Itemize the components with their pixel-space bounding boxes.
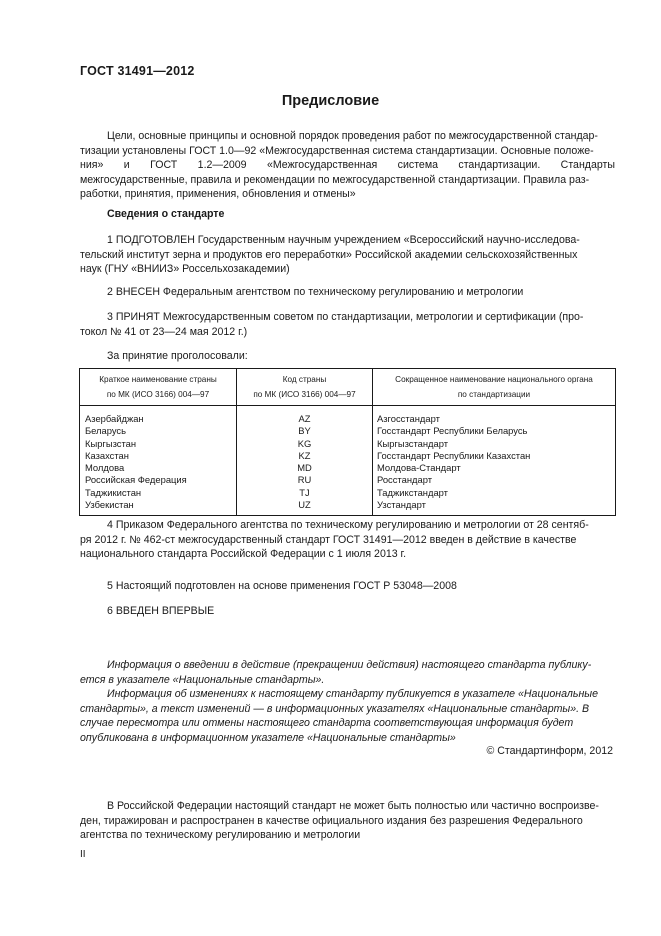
voted-label: За принятие проголосовали: bbox=[107, 350, 248, 362]
table-header-country: Краткое наименование страны по МК (ИСО 3166) 004—97 bbox=[80, 369, 237, 406]
text-line: ния» и ГОСТ 1.2—2009 «Межгосударственная система стандартизации. Стандарты bbox=[80, 159, 615, 172]
voting-table bbox=[79, 368, 615, 510]
code-cell: RU bbox=[237, 474, 373, 486]
copyright: © Стандартинформ, 2012 bbox=[486, 745, 613, 757]
body-cell: Молдова-Стандарт bbox=[373, 462, 616, 474]
code-cell: KG bbox=[237, 438, 373, 450]
page-number: II bbox=[80, 849, 86, 860]
text-line: 6 ВВЕДЕН ВПЕРВЫЕ bbox=[107, 605, 215, 617]
text-line: В Российской Федерации настоящий стандарт не может быть полностью или частично воспроизве- bbox=[107, 800, 599, 812]
table-row bbox=[80, 474, 616, 486]
text-line: случае пересмотра или отмены настоящего стандарта соответствующая информация будет bbox=[80, 717, 574, 730]
body-cell: Госстандарт Республики Беларусь bbox=[373, 425, 616, 437]
table-row bbox=[80, 487, 616, 499]
country-cell: Российская Федерация bbox=[85, 474, 187, 486]
text-line: Информация об изменениях к настоящему стандарту публикуется в указателе «Национальные bbox=[107, 688, 598, 701]
about-item-3 bbox=[80, 310, 615, 339]
code-cell: TJ bbox=[237, 487, 373, 499]
text-line: 3 ПРИНЯТ Межгосударственным советом по стандартизации, метрологии и сертификации (про- bbox=[107, 311, 584, 323]
about-item-6 bbox=[80, 604, 615, 619]
text-line: агентства по техническому регулированию и метрологии bbox=[80, 829, 361, 842]
about-item-1 bbox=[80, 233, 615, 277]
text-line: стандарты», а текст изменений — в информационных указателях «Национальные стандарты». В bbox=[80, 702, 590, 715]
country-cell: Беларусь bbox=[85, 425, 127, 437]
body-cell: Росстандарт bbox=[373, 474, 616, 486]
about-item-2 bbox=[80, 285, 615, 300]
text-line: 2 ВНЕСЕН Федеральным агентством по техническому регулированию и метрологии bbox=[107, 286, 524, 298]
text-line: Цели, основные принципы и основной порядок проведения работ по межгосударственной стандар- bbox=[107, 130, 598, 142]
country-cell: Молдова bbox=[85, 462, 125, 474]
table-row bbox=[80, 462, 616, 474]
country-cell: Кыргызстан bbox=[85, 437, 137, 449]
about-heading: Сведения о стандарте bbox=[107, 208, 225, 220]
code-cell: BY bbox=[237, 425, 373, 437]
body-cell: Таджикстандарт bbox=[373, 487, 616, 499]
code-cell: AZ bbox=[237, 406, 373, 426]
text-line: тизации установлены ГОСТ 1.0—92 «Межгосударственная система стандартизации. Основные положе- bbox=[80, 144, 594, 157]
legal-notice bbox=[80, 799, 615, 843]
body-cell: Госстандарт Республики Казахстан bbox=[373, 450, 616, 462]
text-line: 4 Приказом Федерального агентства по техническому регулированию и метрологии от 28 сентяб- bbox=[107, 519, 589, 531]
country-cell: Казахстан bbox=[85, 449, 129, 461]
text-line: ден, тиражирован и распространен в качестве официального издания без разрешения Федерального bbox=[80, 814, 583, 827]
text-line: ря 2012 г. № 462-ст межгосударственный стандарт ГОСТ 31491—2012 введен в действие в качестве bbox=[80, 533, 577, 546]
table-row bbox=[80, 450, 616, 462]
body-cell: Узстандарт bbox=[373, 499, 616, 516]
table-row bbox=[80, 499, 616, 516]
country-cell: Азербайджан bbox=[85, 413, 144, 424]
table-row bbox=[80, 438, 616, 450]
text-line: межгосударственные, правила и рекомендации по межгосударственной стандартизации. Правила раз- bbox=[80, 173, 590, 186]
text-line: работки, принятия, применения, обновления и отмены» bbox=[80, 188, 356, 201]
publication-notice bbox=[80, 658, 615, 746]
about-item-4 bbox=[80, 518, 615, 562]
page-title: Предисловие bbox=[281, 93, 380, 109]
text-line: 1 ПОДГОТОВЛЕН Государственным научным учреждением «Всероссийский научно-исследова- bbox=[107, 234, 580, 246]
code-cell: KZ bbox=[237, 450, 373, 462]
text-line: национального стандарта Российской Федерации с 1 июля 2013 г. bbox=[80, 548, 407, 561]
body-cell: Азгосстандарт bbox=[373, 406, 616, 426]
table-header-code: Код страны по МК (ИСО 3166) 004—97 bbox=[237, 369, 373, 406]
text-line: опубликована в информационном указателе «Национальные стандарты» bbox=[80, 731, 456, 744]
text-line: Информация о введении в действие (прекращении действия) настоящего стандарта публику- bbox=[107, 659, 592, 671]
standard-code: ГОСТ 31491—2012 bbox=[80, 64, 195, 78]
text-line: наук (ГНУ «ВНИИЗ» Россельхозакадемии) bbox=[80, 263, 290, 276]
code-cell: UZ bbox=[237, 499, 373, 516]
text-line: ется в указателе «Национальные стандарты». bbox=[80, 673, 325, 686]
code-cell: MD bbox=[237, 462, 373, 474]
preface-intro bbox=[80, 129, 615, 202]
table-header-body: Сокращенное наименование национального органа по стандартизации bbox=[373, 369, 616, 406]
country-cell: Таджикистан bbox=[85, 486, 142, 498]
text-line: токол № 41 от 23—24 мая 2012 г.) bbox=[80, 325, 248, 338]
about-item-5 bbox=[80, 579, 615, 594]
body-cell: Кыргызстандарт bbox=[373, 438, 616, 450]
text-line: тельский институт зерна и продуктов его переработки» Российской академии сельскохозяйственных bbox=[80, 248, 578, 261]
country-cell: Узбекистан bbox=[85, 499, 134, 511]
table-row bbox=[80, 425, 616, 437]
table-row bbox=[80, 406, 616, 426]
text-line: 5 Настоящий подготовлен на основе применения ГОСТ Р 53048—2008 bbox=[107, 580, 457, 592]
